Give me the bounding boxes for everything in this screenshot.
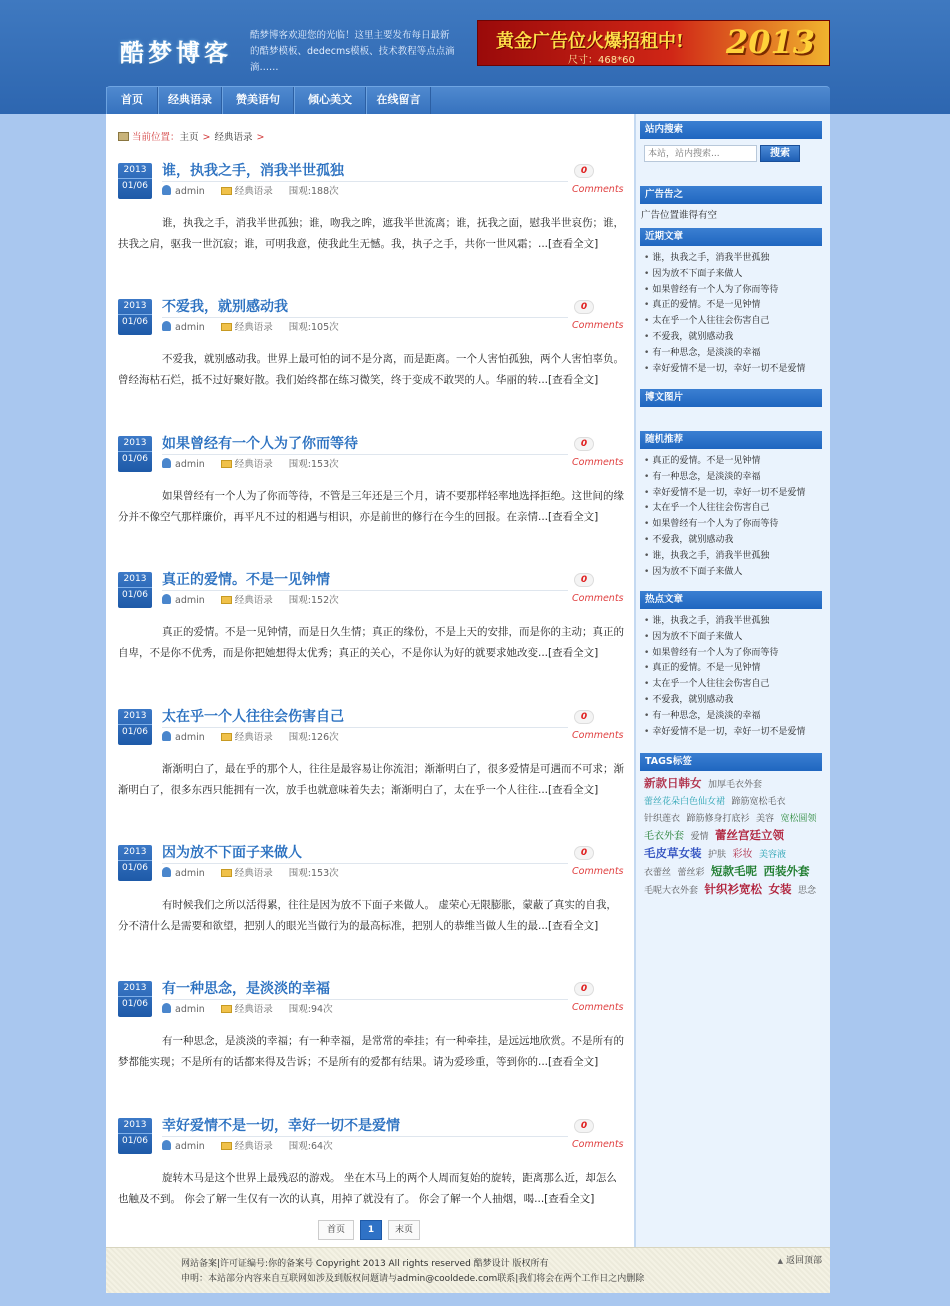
user-icon [162, 594, 171, 604]
post-date: 01/06 [122, 317, 148, 328]
tag-link[interactable]: 蹄筋修身打底衫 [686, 814, 750, 824]
tag-link[interactable]: 毛呢大衣外套 [644, 886, 699, 896]
tag-link[interactable]: 蕾丝彩 [677, 868, 705, 878]
title-divider [162, 863, 568, 864]
tag-link[interactable]: 宽松圆领 [780, 814, 817, 824]
post-year: 2013 [118, 1118, 152, 1134]
post-date-badge [118, 981, 152, 1017]
post-views: 围观:105次 [288, 322, 339, 334]
sidebar-list-item[interactable]: • 有一种思念，是淡淡的幸福 [644, 346, 824, 362]
tag-link[interactable]: 护肤 [708, 850, 727, 860]
tag-link[interactable]: 短款毛呢 [711, 864, 758, 878]
comments-link[interactable]: Comments [572, 184, 624, 195]
sidebar-list-item[interactable]: • 谁，执我之手，消我半世孤独 [644, 549, 824, 565]
folder-icon [221, 596, 232, 604]
post-year: 2013 [118, 299, 152, 315]
post-author[interactable]: admin [175, 186, 205, 197]
tag-link[interactable]: 蕾丝花朵白色仙女裙 [644, 797, 726, 807]
site-slogan: 酷梦博客欢迎您的光临！这里主要发布每日最新的酷梦模板、dedecms模板、技术教程等点点滴滴…… [250, 30, 455, 73]
post-meta [162, 1001, 333, 1015]
ad-banner-size: 尺寸：468*60 [568, 55, 635, 66]
sidebar-tags-title: TAGS标签 [640, 753, 822, 771]
folder-icon [221, 1142, 232, 1150]
comment-count-badge[interactable]: 0 [574, 437, 594, 451]
post-meta [162, 729, 339, 743]
post-category[interactable]: 经典语录 [234, 731, 273, 743]
comment-count-badge[interactable]: 0 [574, 982, 594, 996]
home-icon [118, 132, 129, 141]
post-date: 01/06 [122, 453, 148, 464]
post-year: 2013 [118, 845, 152, 861]
post-title[interactable]: 幸好爱情不是一切，幸好一切不是爱情 [162, 1117, 400, 1134]
folder-icon [221, 323, 232, 331]
sidebar-images-title: 博文图片 [640, 389, 822, 407]
comments-link[interactable]: Comments [572, 1002, 624, 1014]
sidebar-list-item[interactable]: • 因为放不下面子来做人 [644, 267, 824, 283]
random-posts-list [644, 454, 824, 580]
post-views: 围观:153次 [288, 458, 339, 470]
breadcrumb-label: 当前位置： [132, 132, 180, 143]
search-button[interactable]: 搜索 [760, 145, 800, 162]
folder-icon [221, 869, 232, 877]
post-year: 2013 [118, 436, 152, 452]
ad-banner[interactable] [477, 20, 830, 66]
sidebar-list-item[interactable]: • 不爱我，就别感动我 [644, 693, 824, 709]
post-excerpt: 真正的爱情。不是一见钟情，而是日久生情；真正的缘份，不是上天的安排，而是你的主动；真正的自卑，不是你不优秀，而是你把她想得太优秀；真正的关心，不是你认为好的就要求她改变...[查看全文] [118, 626, 624, 660]
post-date: 01/06 [122, 999, 148, 1010]
post-title[interactable]: 不爱我，就别感动我 [162, 299, 288, 316]
post-date-badge [118, 572, 152, 608]
post-date: 01/06 [122, 181, 148, 191]
tag-link[interactable]: 加厚毛衣外套 [708, 780, 763, 790]
post-date-badge [118, 299, 152, 335]
sidebar-recent-title: 近期文章 [640, 228, 822, 246]
folder-icon [221, 1005, 232, 1013]
post-year: 2013 [118, 709, 152, 725]
user-icon [162, 458, 171, 468]
post-excerpt: 有时候我们之所以活得累，往往是因为放不下面子来做人。 虚荣心无限膨胀，蒙蔽了真实的自我，分不清什么是需要和欲望，把别人的眼光当做行为的最高标准，把别人的恭维当做人生的最...[查看全文] [118, 899, 617, 932]
ad-banner-title: 黄金广告位火爆招租中! [496, 31, 684, 52]
post-category[interactable]: 经典语录 [234, 595, 273, 607]
post-title[interactable]: 如果曾经有一个人为了你而等待 [162, 435, 358, 452]
post-category[interactable]: 经典语录 [234, 1004, 273, 1016]
post-excerpt: 渐渐明白了，最在乎的那个人，往往是最容易让你流泪；渐渐明白了，很多爱情是可遇而不可求；渐渐明白了，很多东西只能拥有一次，放手也就意味着失去；渐渐明白了，太在乎一个人往往...[查看全文] [118, 762, 624, 796]
nav-item-essays[interactable]: 倾心美文 [294, 87, 366, 115]
title-divider [162, 727, 568, 728]
post-views: 围观:126次 [288, 731, 339, 743]
post-excerpt: 谁，执我之手，消我半世孤独；谁，吻我之眸，遮我半世流离；谁，抚我之面，慰我半世哀伤；谁，扶我之肩，驱我一世沉寂；谁，可明我意，使我此生无憾。我，执子之手，共你一世风霜；...[查看全文] [118, 217, 624, 250]
sidebar-ad-title: 广告告之 [640, 186, 822, 204]
sidebar-list-item[interactable]: • 幸好爱情不是一切，幸好一切不是爱情 [644, 486, 824, 502]
post-item [118, 299, 626, 399]
sidebar-list-item[interactable]: • 太在乎一个人往往会伤害自己 [644, 314, 824, 330]
post-date-badge [118, 845, 152, 881]
post-date-badge [118, 709, 152, 745]
post-item [118, 1118, 626, 1218]
title-divider [162, 317, 568, 318]
post-title[interactable]: 太在乎一个人往往会伤害自己 [162, 708, 344, 725]
post-author[interactable]: admin [175, 458, 205, 470]
sidebar-list-item[interactable]: • 如果曾经有一个人为了你而等待 [644, 283, 824, 299]
post-item [118, 436, 626, 536]
comment-count-badge[interactable]: 0 [574, 300, 594, 314]
comments-link[interactable]: Comments [572, 320, 624, 332]
post-category[interactable]: 经典语录 [234, 186, 273, 197]
post-year: 2013 [118, 163, 152, 179]
post-item [118, 845, 626, 945]
user-icon [162, 867, 171, 877]
sidebar-list-item[interactable]: • 真正的爱情。不是一见钟情 [644, 298, 824, 314]
post-category[interactable]: 经典语录 [234, 322, 273, 334]
recent-posts-list [644, 251, 824, 377]
sidebar-random-title: 随机推荐 [640, 431, 822, 449]
tag-link[interactable]: 美容 [756, 814, 775, 824]
post-meta [162, 1138, 333, 1152]
post-date: 01/06 [122, 863, 148, 873]
comments-link[interactable]: Comments [572, 593, 624, 605]
sidebar-list-item[interactable]: • 如果曾经有一个人为了你而等待 [644, 517, 824, 533]
title-divider [162, 181, 568, 182]
back-to-top-link[interactable]: ▲ 返回顶部 [778, 1253, 822, 1266]
page-current-button[interactable]: 1 [360, 1220, 382, 1240]
post-meta [162, 183, 339, 197]
title-divider [162, 454, 568, 455]
post-excerpt: 有一种思念，是淡淡的幸福；有一种幸福，是常常的牵挂；有一种牵挂，是远远地欣赏。不是所有的梦都能实现；不是所有的话都来得及告诉；不是所有的爱都有结果。请为爱珍重，等到你的...[查看全文] [118, 1035, 624, 1069]
post-excerpt: 如果曾经有一个人为了你而等待，不管是三年还是三个月，请不要那样轻率地选择拒绝。这世间的缘分并不像空气那样廉价，再平凡不过的相遇与相识，亦是前世的修行在今生的回报。在亲情...[查看全文] [118, 489, 624, 523]
post-author[interactable]: admin [175, 322, 205, 334]
footer [106, 1247, 830, 1293]
sidebar-list-item[interactable]: • 不爱我，就别感动我 [644, 330, 824, 346]
post-title[interactable]: 真正的爱情。不是一见钟情 [162, 572, 330, 589]
sidebar-list-item[interactable]: • 谁，执我之手，消我半世孤独 [644, 251, 824, 267]
post-excerpt: 旋转木马是这个世界上最残忍的游戏。 坐在木马上的两个人周而复始的旋转，距离那么近，却怎么也触及不到。 你会了解一生仅有一次的认真，用掉了就没有了。 你会了解一个人抽烟，喝...[查看全文] [118, 1171, 617, 1205]
post-author[interactable]: admin [175, 868, 205, 879]
tag-link[interactable]: 女装 [768, 882, 792, 896]
tag-link[interactable]: 毛皮草女装 [644, 846, 702, 860]
page-last-button[interactable]: 末页 [388, 1220, 420, 1240]
nav-item-guestbook[interactable]: 在线留言 [366, 87, 431, 115]
breadcrumb-category[interactable]: 经典语录 [214, 132, 253, 143]
post-item [118, 572, 626, 672]
sidebar-list-item[interactable]: • 太在乎一个人往往会伤害自己 [644, 677, 824, 693]
sidebar-list-item[interactable]: • 如果曾经有一个人为了你而等待 [644, 646, 824, 662]
post-item [118, 981, 626, 1081]
user-icon [162, 185, 171, 195]
post-date: 01/06 [122, 590, 148, 601]
post-category[interactable]: 经典语录 [234, 1140, 273, 1152]
hot-posts-list [644, 614, 824, 740]
tag-link[interactable]: 蹄筋宽松毛衣 [731, 797, 786, 807]
sidebar-list-item[interactable]: • 不爱我，就别感动我 [644, 533, 824, 549]
tag-link[interactable]: 针织衫宽松 [704, 882, 763, 896]
post-meta [162, 319, 339, 333]
tag-link[interactable]: 美容液 [759, 850, 787, 860]
nav-item-classic-quotes[interactable]: 经典语录 [158, 87, 222, 115]
post-views: 围观:94次 [288, 1004, 333, 1016]
comments-link[interactable]: Comments [572, 1138, 624, 1150]
title-divider [162, 999, 568, 1000]
main-nav [106, 86, 830, 114]
footer-copyright: 网站备案|许可证编号:你的备案号 Copyright 2013 All rights reserved 酷梦设计 版权所有 [181, 1259, 549, 1269]
user-icon [162, 1003, 171, 1013]
post-views: 围观:64次 [288, 1140, 333, 1152]
comment-count-badge[interactable]: 0 [574, 1119, 594, 1133]
post-year: 2013 [118, 981, 152, 997]
post-author[interactable]: admin [175, 1140, 205, 1152]
post-views: 围观:188次 [288, 186, 339, 197]
post-meta [162, 456, 339, 470]
nav-item-home[interactable]: 首页 [106, 87, 158, 115]
comment-count-badge[interactable]: 0 [574, 573, 594, 587]
sidebar-list-item[interactable]: • 有一种思念，是淡淡的幸福 [644, 470, 824, 486]
search-input[interactable] [644, 145, 757, 162]
footer-disclaimer: 申明：本站部分内容来自互联网如涉及到版权问题请与admin@cooldede.com联系|我们将会在两个工作日之内删除 [181, 1274, 645, 1284]
sidebar-list-item[interactable]: • 幸好爱情不是一切，幸好一切不是爱情 [644, 362, 824, 378]
user-icon [162, 731, 171, 741]
user-icon [162, 321, 171, 331]
post-date-badge [118, 163, 152, 199]
post-views: 围观:153次 [288, 868, 339, 879]
breadcrumb-home[interactable]: 主页 [179, 132, 199, 143]
folder-icon [221, 187, 232, 195]
breadcrumb-separator: > [202, 132, 211, 143]
post-year: 2013 [118, 572, 152, 588]
post-date-badge [118, 436, 152, 472]
sidebar-list-item[interactable]: • 真正的爱情。不是一见钟情 [644, 454, 824, 470]
post-item [118, 709, 626, 809]
sidebar-list-item[interactable]: • 真正的爱情。不是一见钟情 [644, 661, 824, 677]
sidebar-search-title: 站内搜索 [640, 121, 822, 139]
sidebar-list-item[interactable]: • 因为放不下面子来做人 [644, 630, 824, 646]
nav-item-praise[interactable]: 赞美语句 [222, 87, 294, 115]
post-title[interactable]: 有一种思念，是淡淡的幸福 [162, 981, 330, 998]
comment-count-badge[interactable]: 0 [574, 710, 594, 724]
comments-link[interactable]: Comments [572, 866, 624, 877]
post-date: 01/06 [122, 726, 148, 737]
tag-link[interactable]: 毛衣外套 [644, 831, 684, 842]
breadcrumb-separator: > [256, 132, 265, 143]
page-first-button[interactable]: 首页 [318, 1220, 354, 1240]
breadcrumb [118, 129, 268, 143]
post-excerpt: 不爱我，就别感动我。世界上最可怕的词不是分离，而是距离。一个人害怕孤独，两个人害怕辜负。曾经海枯石烂，抵不过好聚好散。我们始终都在练习微笑，终于变成不敢哭的人。华丽的转...[查看全文] [118, 353, 624, 387]
tag-link[interactable]: 彩妆 [732, 849, 753, 860]
site-logo[interactable]: 酷梦博客 [120, 39, 232, 67]
post-title[interactable]: 因为放不下面子来做人 [162, 845, 302, 861]
post-date: 01/06 [122, 1135, 148, 1146]
sidebar-ad-text: 广告位置谁得有空 [641, 210, 718, 221]
post-author[interactable]: admin [175, 595, 205, 607]
sidebar-list-item[interactable]: • 因为放不下面子来做人 [644, 565, 824, 581]
comment-count-badge[interactable]: 0 [574, 846, 594, 860]
post-category[interactable]: 经典语录 [234, 868, 273, 879]
post-category[interactable]: 经典语录 [234, 458, 273, 470]
folder-icon [221, 460, 232, 468]
comments-link[interactable]: Comments [572, 456, 624, 468]
post-date-badge [118, 1118, 152, 1154]
sidebar-list-item[interactable]: • 幸好爱情不是一切，幸好一切不是爱情 [644, 725, 824, 741]
folder-icon [221, 733, 232, 741]
tag-link[interactable]: 爱情 [690, 832, 709, 842]
post-title[interactable]: 谁，执我之手，消我半世孤独 [162, 163, 344, 179]
tag-link[interactable]: 思念 [798, 886, 817, 896]
comments-link[interactable]: Comments [572, 729, 624, 741]
tag-link[interactable]: 针织莲衣 [644, 814, 681, 824]
post-meta [162, 865, 339, 879]
sidebar-hot-title: 热点文章 [640, 591, 822, 609]
user-icon [162, 1140, 171, 1150]
tag-link[interactable]: 西装外套 [763, 864, 810, 878]
title-divider [162, 1136, 568, 1137]
title-divider [162, 590, 568, 591]
comment-count-badge[interactable]: 0 [574, 164, 594, 178]
post-author[interactable]: admin [175, 1004, 205, 1016]
post-item [118, 163, 626, 263]
post-author[interactable]: admin [175, 731, 205, 743]
tag-link[interactable]: 衣蕾丝 [644, 868, 672, 878]
ad-banner-year: 2013 [725, 23, 815, 61]
post-views: 围观:152次 [288, 595, 339, 607]
tag-link[interactable]: 新款日韩女 [644, 776, 702, 790]
tag-cloud [644, 775, 820, 899]
tag-link[interactable]: 蕾丝宫廷立领 [715, 828, 785, 842]
sidebar-list-item[interactable]: • 太在乎一个人往往会伤害自己 [644, 501, 824, 517]
sidebar-list-item[interactable]: • 有一种思念，是淡淡的幸福 [644, 709, 824, 725]
sidebar-list-item[interactable]: • 谁，执我之手，消我半世孤独 [644, 614, 824, 630]
post-meta [162, 592, 339, 606]
